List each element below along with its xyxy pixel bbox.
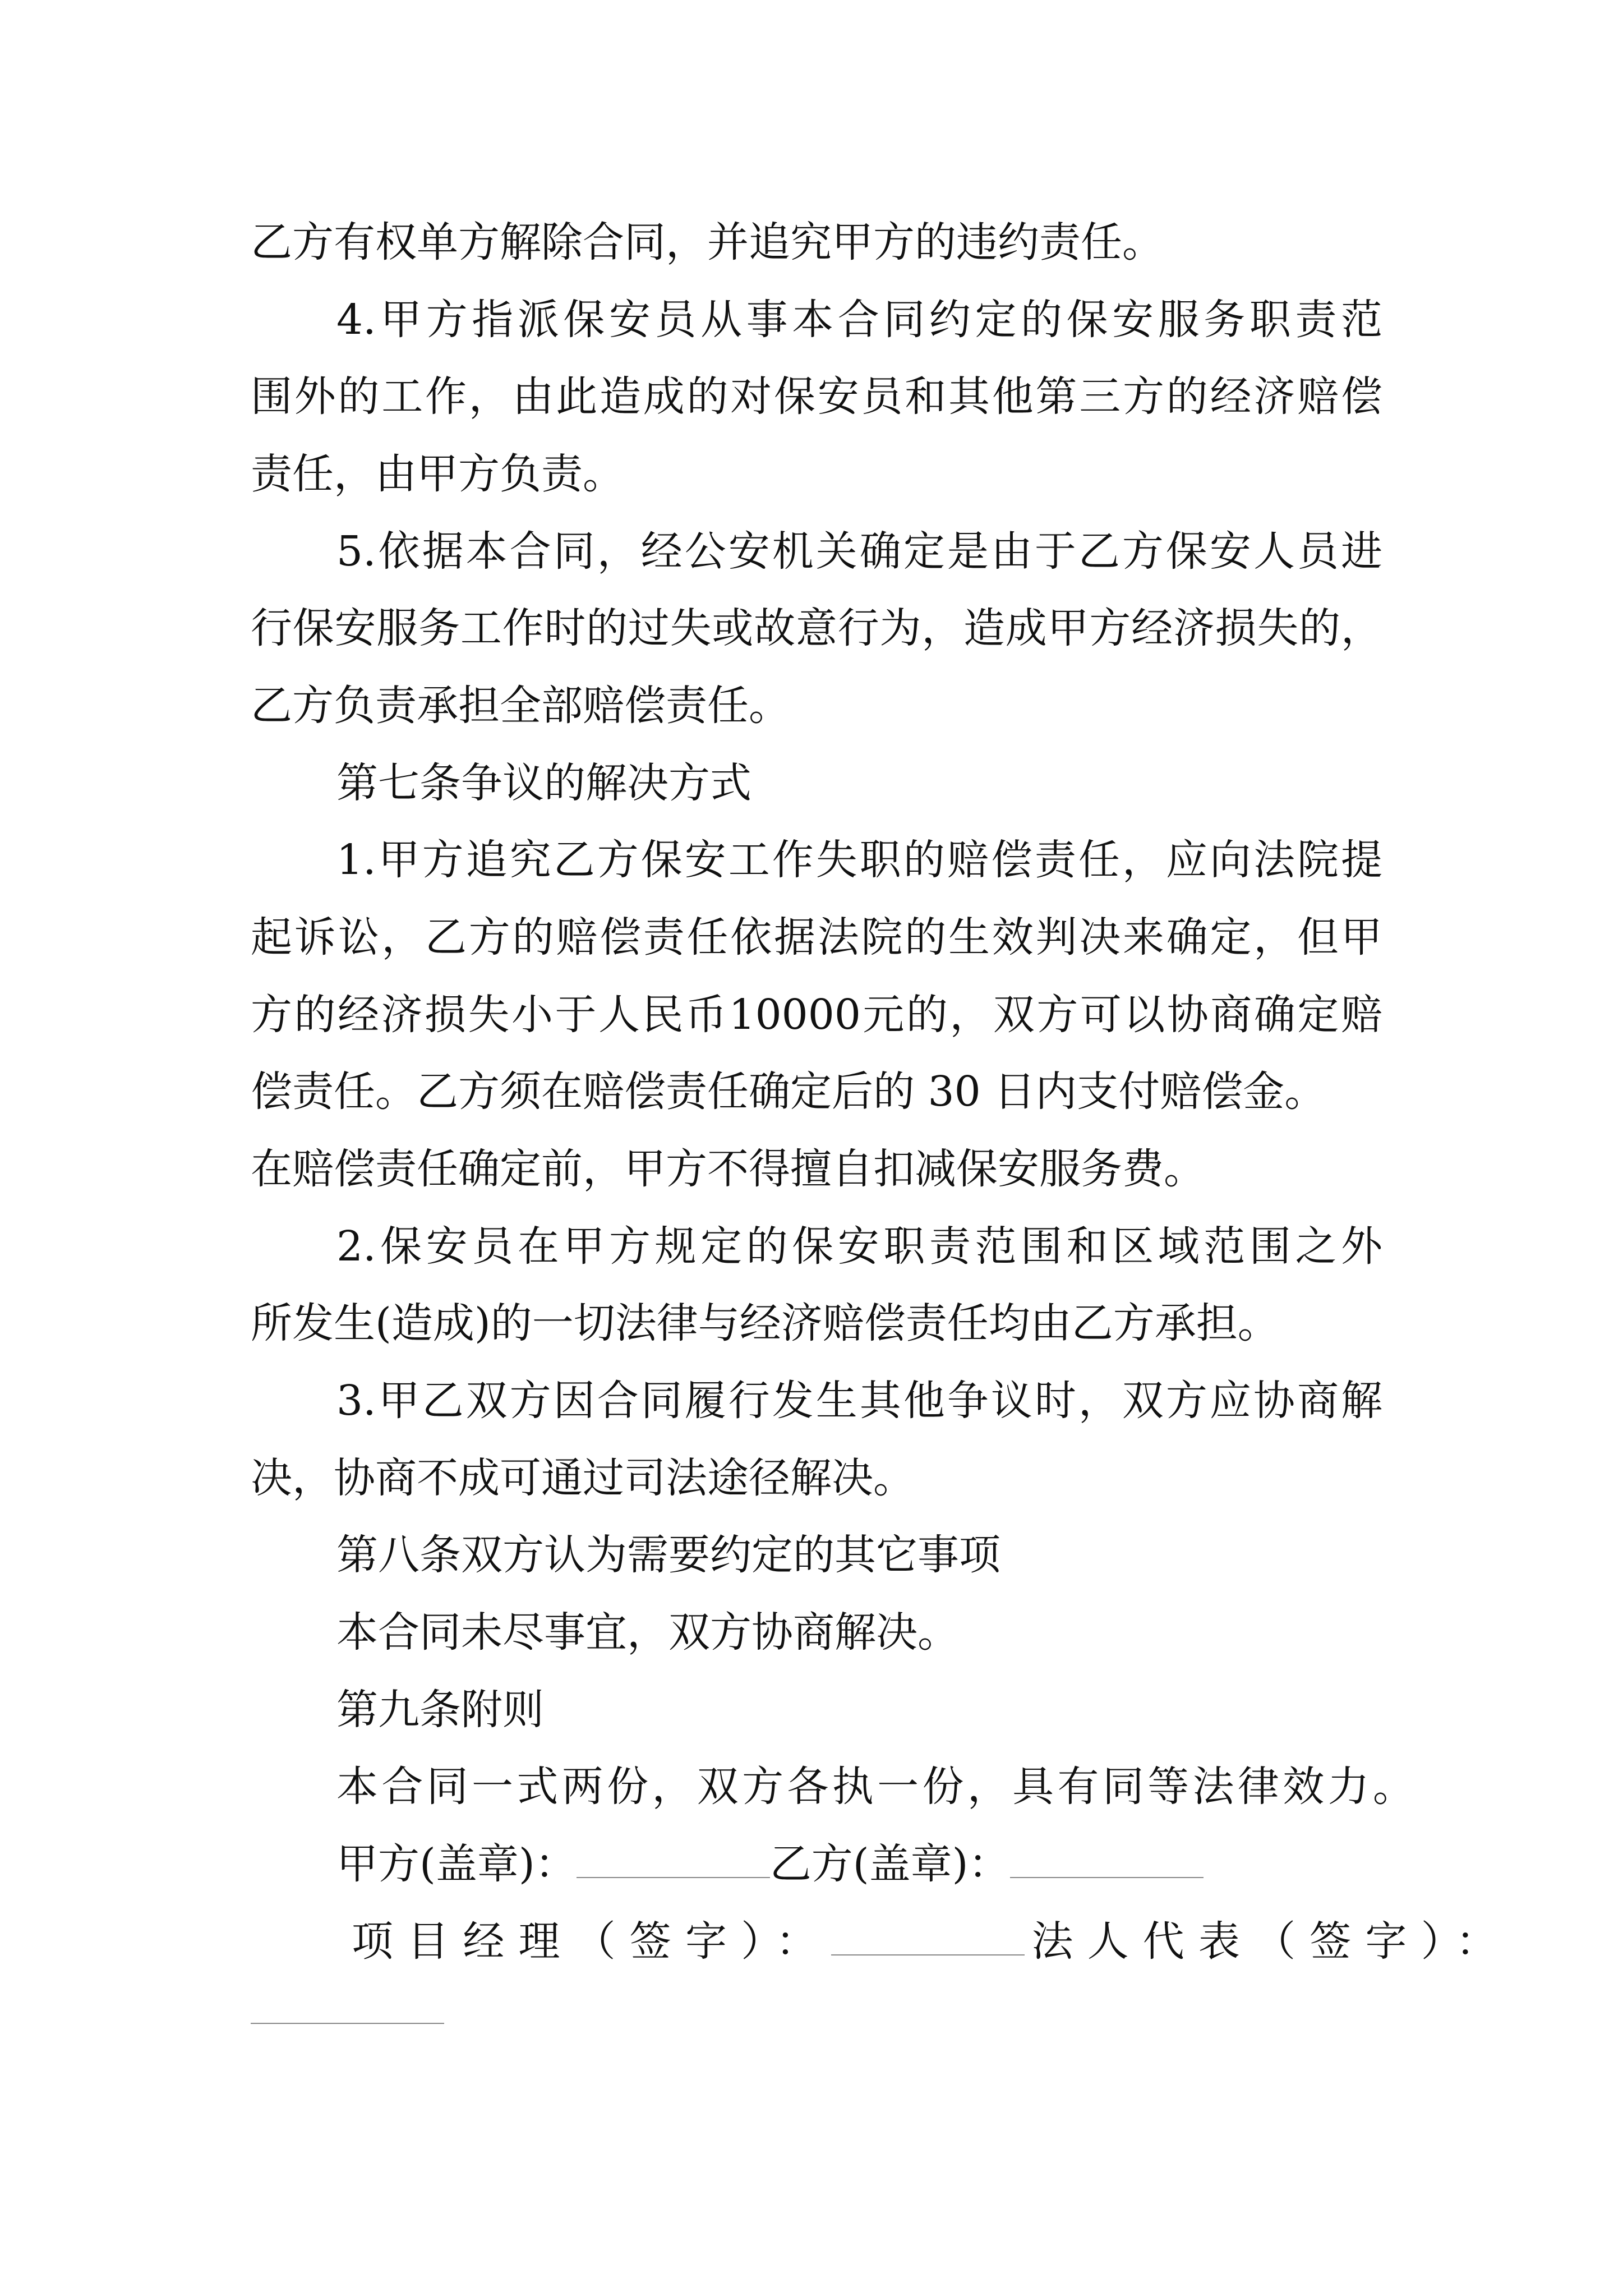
text-line: 方 的 经 济 损 失 小 于 人 民 币 10000 元 的 ， 双 方 可 以 协 商 确 定 赔	[251, 991, 1382, 1039]
legal-representative-label: 法人代表（签字）：	[1031, 1917, 1511, 1966]
text-line: 起 诉 讼 ， 乙 方 的 赔 偿 责 任 依 据 法 院 的 生 效 判 决 来 确 定 ， 但 甲	[251, 913, 1382, 961]
text-line: 行 保 安 服 务 工 作 时 的 过 失 或 故 意 行 为 ， 造 成 甲 方 经 济 损 失 的 ，	[251, 604, 1382, 652]
section-heading: 第九条附则	[336, 1686, 544, 1734]
party-a-seal-blank[interactable]	[577, 1876, 770, 1878]
party-a-seal-label: 甲方(盖章)：	[336, 1840, 577, 1888]
text-line: 3. 甲 乙 双 方 因 合 同 履 行 发 生 其 他 争 议 时 ， 双 方 应 协 商 解	[336, 1377, 1382, 1425]
text-line: 责任，由甲方负责。	[251, 450, 624, 498]
text-line: 决，协商不成可通过司法途径解决。	[251, 1454, 915, 1502]
section-heading: 第八条双方认为需要约定的其它事项	[336, 1531, 1000, 1579]
signature-row-sign	[352, 1917, 1511, 1966]
text-line: 本合同未尽事宜，双方协商解决。	[336, 1608, 959, 1657]
text-line: 1. 甲 方 追 究 乙 方 保 安 工 作 失 职 的 赔 偿 责 任 ， 应 向 法 院 提	[336, 836, 1382, 884]
text-line: 所发生(造成)的一切法律与经济赔偿责任均由乙方承担。	[251, 1299, 1279, 1347]
text-line: 在赔偿责任确定前，甲方不得擅自扣减保安服务费。	[251, 1145, 1205, 1193]
text-line: 偿责任。乙方须在赔偿责任确定后的 30 日内支付赔偿金。	[251, 1068, 1326, 1116]
party-b-seal-blank[interactable]	[1010, 1876, 1204, 1878]
text-line: 5. 依 据 本 合 同 ， 经 公 安 机 关 确 定 是 由 于 乙 方 保 安 人 员 进	[336, 527, 1382, 576]
project-manager-label: 项目经理（签字）：	[352, 1917, 832, 1966]
signature-row-seal	[336, 1840, 1204, 1888]
text-line: 围 外 的 工 作 ， 由 此 造 成 的 对 保 安 员 和 其 他 第 三 方 的 经 济 赔 偿	[251, 372, 1382, 421]
text-line: 本 合 同 一 式 两 份 ， 双 方 各 执 一 份 ， 具 有 同 等 法 律 效 力 。	[336, 1763, 1414, 1811]
text-line: 乙方有权单方解除合同，并追究甲方的违约责任。	[251, 218, 1164, 266]
text-line: 乙方负责承担全部赔偿责任。	[251, 682, 790, 730]
legal-representative-blank[interactable]	[251, 2023, 444, 2024]
section-heading: 第七条争议的解决方式	[336, 759, 751, 807]
text-line: 2. 保 安 员 在 甲 方 规 定 的 保 安 职 责 范 围 和 区 域 范 围 之 外	[336, 1222, 1382, 1271]
text-line: 4. 甲 方 指 派 保 安 员 从 事 本 合 同 约 定 的 保 安 服 务 职 责 范	[336, 296, 1382, 344]
project-manager-blank[interactable]	[831, 1954, 1025, 1955]
party-b-seal-label: 乙方(盖章)：	[769, 1840, 1010, 1888]
